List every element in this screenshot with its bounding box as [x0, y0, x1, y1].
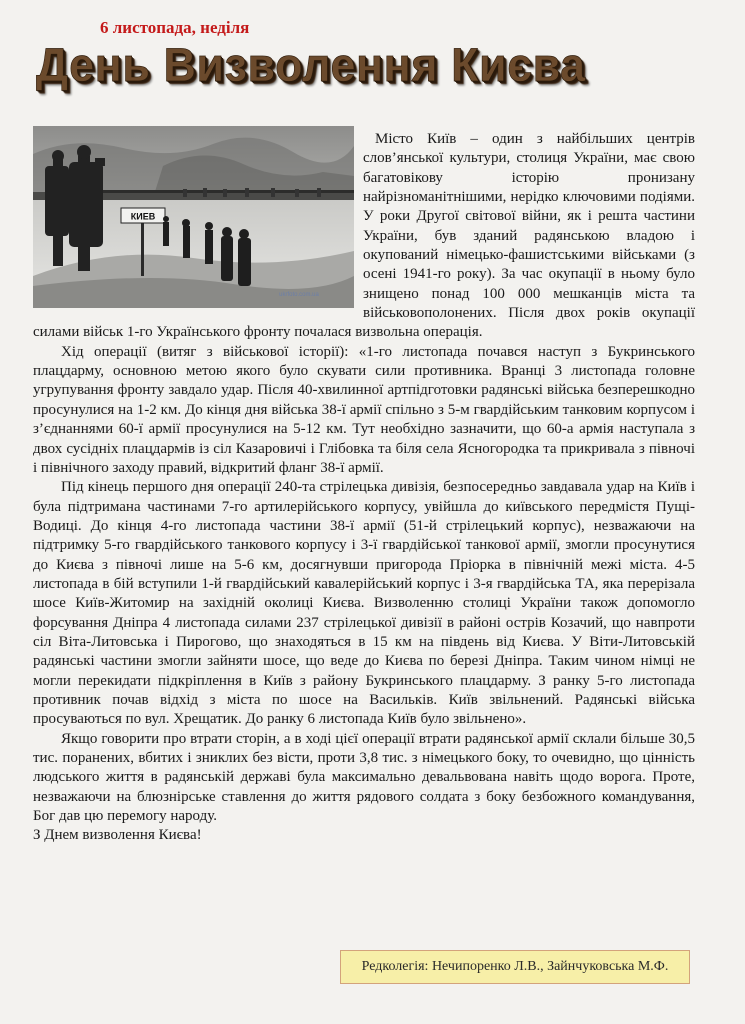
- page-title: День Визволення Києва: [36, 38, 586, 92]
- date-line: 6 листопада, неділя: [100, 18, 250, 37]
- editorial-credits: Редколегія: Нечипоренко Л.В., Зайнчуковська М.Ф.: [340, 950, 690, 984]
- article-paragraph: Якщо говорити про втрати сторін, а в ході цієї операції втрати радянської армії склали більше 30,5 тис. поранених, вбитих і зниклих без вісти, проти 3,8 тис. з німецького боку, то очевидно, що цінність людського життя в радянській державі була максимально девальвована навіть щодо ворога. Проте, незважаючи на блюзнірське ставлення до життя рядового солдата з боку безбожного командування, Бог дав цю перемогу народу.: [33, 730, 695, 825]
- article-paragraph: Місто Київ – один з найбільших центрів слов’янської культури, столиця України, має свою багатовікову історію пронизану найрізноманітнішими, нерідко ключовими подіями. У роки Другої світової війни, як і решта частини України, був зданий радянською владою і окупований німецько-фашистськими військами (з осені 1941-го року). За час окупації в ньому було знищено понад 100 000 мешканців міста та військовополонених. Після двох років окупації силами військ 1-го Українського фронту почалася визвольна операція.: [33, 131, 695, 341]
- photo-sign-label: КИЕВ: [130, 211, 156, 222]
- article-body: [33, 130, 695, 846]
- photo-watermark: ukrfoto.com.ua: [279, 292, 319, 298]
- closing-greeting: З Днем визволення Києва!: [33, 827, 202, 844]
- article-paragraph: Хід операції (витяг з військової історії): «1-го листопада почався наступ з Букринського плацдарму, основною метою якого було скувати сили противника. Вранці 3 листопада головне угрупування фронту завдало удар. Після 40-хвилинної артпідготовки радянські війська безперешкодно просунулися на 1-2 км. До кінця дня війська 38-ї армії спільно з 5-м гвардійським танковим корпусом і з’єднаннями 60-ї армії просунулися на 5-12 км. Тут необхідно зазначити, що 60-а армія наступала з двох сусідніх плацдармів із сіл Казаровичі і Глібовка та біля села Ясногородка та прикривала з півночі і північного заходу правий, відкритий фланг 38-ї армії.: [33, 343, 695, 476]
- article-paragraph: Під кінець першого дня операції 240-та стрілецька дивізія, безпосередньо завдавала удар на Київ і була підтримана частинами 7-го артилерійського корпусу, увійшла до київського передмістя Пущі-Водиці. До кінця 4-го листопада частини 38-ї армії (51-й стрілецький корпус), незважаючи на підтримку 5-го гвардійського танкового корпусу і 3-ї гвардійської танкової армії, змогли просунутися до Києва з півночі лише на 5-6 км, досягнувши пригорода Пріорка в північній межі міста. 4-5 листопада в бій вступили 1-й гвардійський кавалерійський корпус і 3-я гвардійська ТА, яка перерізала шосе Київ-Житомир на західній околиці Києва. Визволенню столиці України також допомогло форсування Дніпра 4 листопада силами 237 стрілецької дивізії в районі острів Козачий, що навпроти сіл Віта-Литовська і Пирогово, що знаходяться в 15 км на південь від Києва. У Віти-Литовській радянські частини змогли зайняти шосе, що веде до Києва по березі Дніпра. Таким чином німці не могли перекидати підкріплення в Київ з району Букринського плацдарму. З ранку 5-го листопада противник почав відхід з міста по шосе на Васильків. Київ звільнений. Радянські війська просуваються по вул. Хрещатик. До ранку 6 листопада Київ було звільнено».: [33, 479, 695, 728]
